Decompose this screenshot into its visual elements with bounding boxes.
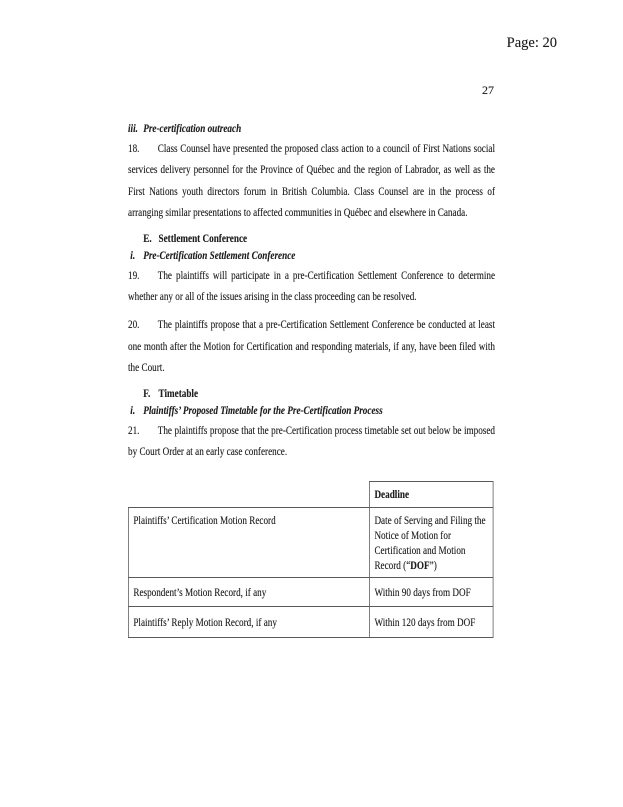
paragraph-number: 19.: [128, 267, 140, 282]
heading-title: Pre-certification outreach: [143, 121, 242, 135]
timetable-header-row: [128, 482, 493, 508]
paragraph-21: [128, 420, 495, 463]
deadline-defined-term: DOF: [410, 558, 430, 572]
timetable-deadline-cell: Within 90 days from DOF: [369, 578, 493, 607]
heading-marker: i.: [130, 403, 136, 417]
heading-marker: E.: [143, 230, 152, 245]
heading-title: Timetable: [158, 385, 199, 400]
timetable-deadline-cell: Within 120 days from DOF: [369, 607, 493, 638]
heading-title: Pre-Certification Settlement Conference: [143, 248, 296, 262]
heading-pre-certification-outreach: [128, 120, 495, 138]
paragraph-text: The plaintiffs propose that a pre-Certification Settlement Conference be conducted at least one month after the Motion for Certification and responding materials, if any, have been filed with the Court.: [128, 317, 496, 374]
paragraph-20: [128, 314, 495, 379]
viewer-page-label: Page: 20: [506, 35, 557, 51]
document-body: [128, 120, 495, 638]
timetable-item-cell: Respondent’s Motion Record, if any: [128, 578, 369, 607]
paragraph-19: [128, 265, 495, 308]
heading-marker: iii.: [128, 121, 138, 135]
heading-marker: F.: [143, 385, 151, 400]
heading-title: Settlement Conference: [158, 230, 248, 245]
heading-timetable: [128, 385, 495, 403]
paragraph-text: The plaintiffs propose that the pre-Certification process timetable set out below be imposed by Court Order at an early case conference.: [128, 422, 496, 458]
page-number: 27: [482, 83, 494, 97]
heading-settlement-conference: [128, 230, 495, 248]
paragraph-text: The plaintiffs will participate in a pre-Certification Settlement Conference to determine whether any or all of the issues arising in the class proceeding can be resolved.: [128, 267, 496, 303]
paragraph-number: 21.: [128, 422, 140, 437]
paragraph-text: Class Counsel have presented the proposed class action to a council of First Nations social services delivery personnel for the Province of Québec and the region of Labrador, as well as the First Nations youth directors forum in British Columbia. Class Counsel are in the process of arranging similar presentations to affected communities in Québec and elsewhere in Canada.: [128, 140, 496, 219]
timetable-header-spacer-cell: [128, 482, 369, 508]
deadline-text: ”): [429, 558, 437, 572]
timetable-table: [128, 481, 493, 638]
timetable-row-reply-motion-record: [128, 607, 493, 638]
timetable-row-certification-motion-record: [128, 508, 493, 578]
timetable-deadline-cell: [369, 508, 493, 578]
heading-marker: i.: [130, 248, 136, 262]
heading-proposed-timetable: [128, 402, 495, 420]
paragraph-18: [128, 138, 495, 224]
heading-pre-certification-settlement-conference: [128, 247, 495, 265]
timetable-row-respondent-motion-record: [128, 578, 493, 607]
heading-title: Plaintiffs’ Proposed Timetable for the Pre-Certification Process: [143, 403, 383, 417]
timetable-header-deadline-cell: Deadline: [369, 482, 493, 508]
timetable-item-cell: Plaintiffs’ Certification Motion Record: [128, 508, 369, 578]
paragraph-number: 20.: [128, 317, 140, 331]
deadline-text: Date of Serving and Filing the Notice of Motion for Certification and Motion Record (“: [374, 513, 486, 572]
timetable-item-cell: Plaintiffs’ Reply Motion Record, if any: [128, 607, 369, 638]
paragraph-number: 18.: [128, 140, 140, 155]
